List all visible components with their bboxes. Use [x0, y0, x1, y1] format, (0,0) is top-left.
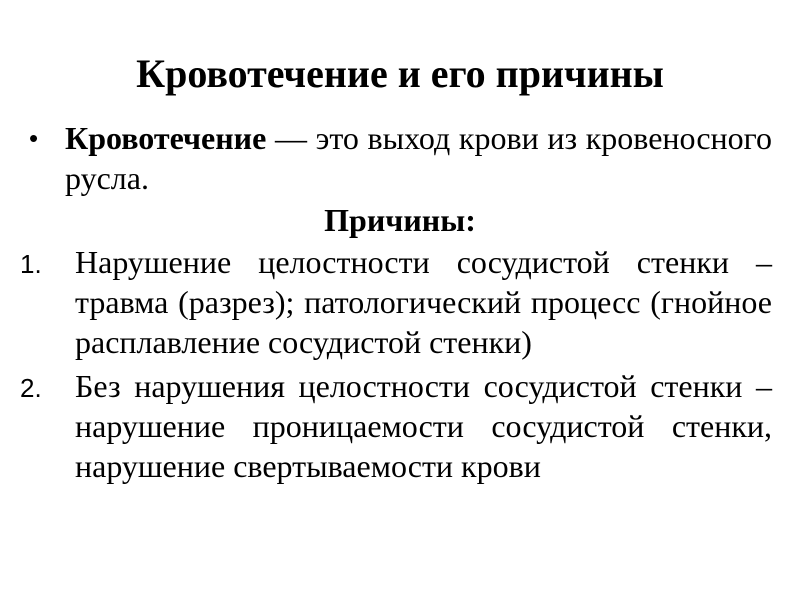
cause-item: Без нарушения целостности сосудистой стенки – нарушение проницаемости сосудистой стенки, нарушение свертываемости крови [75, 368, 772, 484]
definition-paragraph [65, 118, 772, 198]
slide-title: Кровотечение и его причины [136, 51, 664, 96]
definition-term: Кровотечение [65, 120, 267, 156]
bullet-icon: • [29, 123, 39, 153]
cause-number: 1. [20, 249, 42, 279]
causes-heading: Причины: [324, 202, 476, 238]
cause-item: Нарушение целостности сосудистой стенки – травма (разрез); патологический процесс (гнойное расплавление сосудистой стенки) [75, 244, 772, 360]
definition-text: — это выход крови из кровеносного русла. [65, 120, 772, 196]
cause-number: 2. [20, 373, 42, 403]
